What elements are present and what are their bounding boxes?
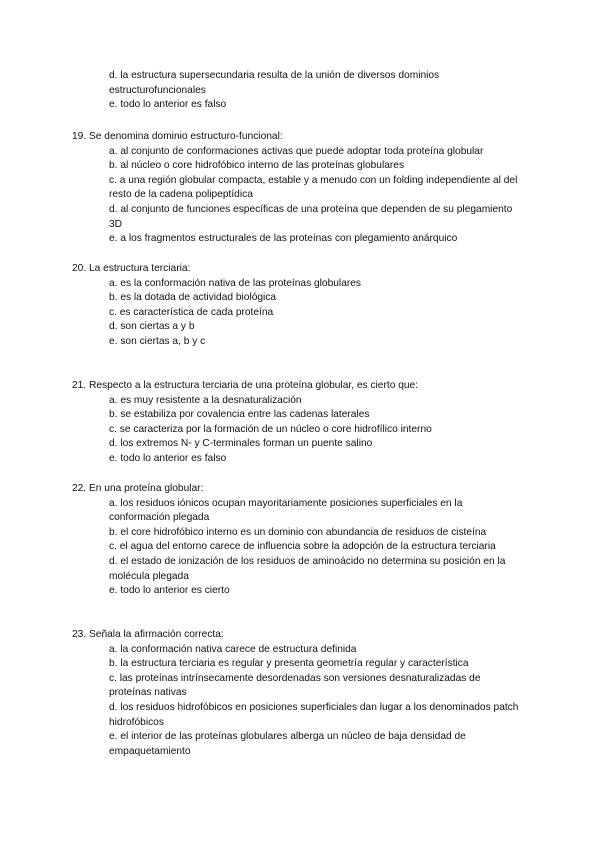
option-c: c. se caracteriza por la formación de un núcleo o core hidrofílico interno: [109, 423, 432, 435]
option-c: c. las proteínas intrínsecamente desordenadas son versiones desnaturalizadas de proteínas nativas: [109, 672, 481, 699]
question-title: 19. Se denomina dominio estructuro-funcional:: [72, 131, 283, 142]
question-title: 22. En una proteína globular:: [72, 483, 204, 494]
option-e: e. el interior de las proteínas globulares alberga un núcleo de baja densidad de empaquetamiento: [109, 731, 466, 757]
option-c: c. es característica de cada proteína: [109, 306, 274, 318]
option-c: c. el agua del entorno carece de influencia sobre la adopción de la estructura terciaria: [109, 541, 496, 553]
option-list: [72, 69, 532, 113]
option-d: d. el estado de ionización de los residuos de aminoácido no determina su posición en la molécula plegada: [109, 555, 506, 582]
option-d: d. son ciertas a y b: [109, 321, 195, 333]
option-d: d. los residuos hidrofóbicos en posiciones superficiales dan lugar a los denominados patch hidrofóbicos: [109, 701, 519, 728]
question-title: 21. Respecto a la estructura terciaria de una proteína globular, es cierto que:: [72, 380, 419, 391]
option-e: e. todo lo anterior es falso: [109, 99, 227, 111]
option-list: [72, 145, 532, 247]
option-d: d. al conjunto de funciones específicas de una proteína que dependen de su plegamiento 3D: [109, 203, 513, 230]
option-e: e. todo lo anterior es cierto: [109, 585, 230, 597]
option-a: a. la conformación nativa carece de estructura definida: [109, 643, 357, 655]
option-a: a. es muy resistente a la desnaturalización: [109, 394, 302, 406]
option-b: b. es la dotada de actividad biológica: [109, 292, 277, 304]
option-list: [72, 643, 532, 760]
option-d: d. los extremos N- y C-terminales forman un puente salino: [109, 438, 373, 450]
option-e: e. son ciertas a, b y c: [109, 335, 206, 347]
question-19: [72, 130, 532, 247]
option-list: [72, 277, 532, 350]
option-d: d. la estructura supersecundaria resulta de la unión de diversos dominios estructurofuncionales: [109, 70, 440, 96]
question-23: [72, 628, 532, 759]
question-title: 20. La estructura terciaria:: [72, 263, 191, 274]
option-e: e. todo lo anterior es falso: [109, 452, 227, 464]
option-b: b. la estructura terciaria es regular y presenta geometría regular y característica: [109, 658, 469, 670]
question-title: 23. Señala la afirmación correcta:: [72, 629, 224, 640]
option-c: c. a una región globular compacta, estable y a menudo con un folding independiente al del resto de la cadena polipeptídica: [109, 174, 518, 201]
option-a: a. es la conformación nativa de las proteínas globulares: [109, 277, 362, 289]
option-list: [72, 497, 532, 599]
option-b: b. al núcleo o core hidrofóbico interno de las proteínas globulares: [109, 160, 405, 172]
prev-question-continuation: [72, 69, 532, 113]
option-a: a. al conjunto de conformaciones activas que puede adoptar toda proteína globular: [109, 145, 484, 157]
question-21: [72, 379, 532, 467]
option-a: a. los residuos iónicos ocupan mayoritariamente posiciones superficiales en la conformación plegada: [109, 497, 463, 524]
option-b: b. el core hidrofóbico interno es un dominio con abundancia de residuos de cisteína: [109, 526, 487, 538]
option-list: [72, 394, 532, 467]
option-b: b. se estabiliza por covalencia entre las cadenas laterales: [109, 409, 370, 421]
question-22: [72, 482, 532, 599]
question-20: [72, 262, 532, 350]
option-e: e. a los fragmentos estructurales de las proteínas con plegamiento anárquico: [109, 233, 458, 245]
